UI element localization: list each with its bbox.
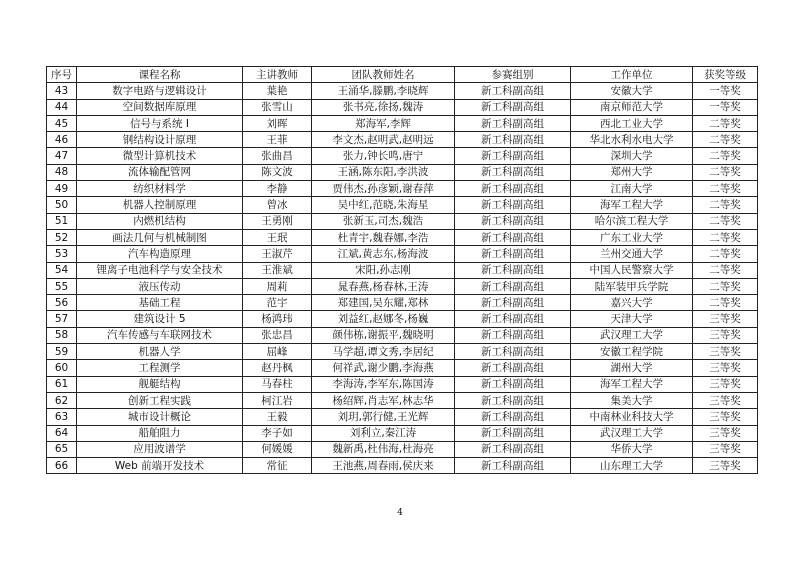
- cell-course-name: 液压传动: [77, 278, 243, 294]
- cell-index: 51: [47, 213, 77, 229]
- table-row: [47, 213, 758, 229]
- cell-index: 48: [47, 164, 77, 180]
- cell-group: 新工科副高组: [455, 392, 571, 408]
- cell-award-level: 二等奖: [693, 246, 758, 262]
- cell-course-name: 数字电路与逻辑设计: [77, 83, 243, 99]
- cell-course-name: 锂离子电池科学与安全技术: [77, 262, 243, 278]
- cell-index: 45: [47, 115, 77, 131]
- cell-work-unit: 陆军装甲兵学院: [571, 278, 693, 294]
- cell-work-unit: 天津大学: [571, 311, 693, 327]
- cell-team-teachers: 晁春燕,杨春林,王涛: [312, 278, 455, 294]
- table-row: [47, 376, 758, 392]
- cell-group: 新工科副高组: [455, 99, 571, 115]
- cell-lead-teacher: 张曲昌: [243, 148, 312, 164]
- cell-lead-teacher: 柯江岩: [243, 392, 312, 408]
- cell-group: 新工科副高组: [455, 295, 571, 311]
- table-header-row: [47, 67, 758, 83]
- cell-group: 新工科副高组: [455, 246, 571, 262]
- header-award-level: 获奖等级: [693, 67, 758, 83]
- cell-team-teachers: 杜青宇,魏春娜,李浩: [312, 229, 455, 245]
- cell-work-unit: 郑州大学: [571, 164, 693, 180]
- cell-lead-teacher: 李静: [243, 181, 312, 197]
- header-group: 参赛组别: [455, 67, 571, 83]
- cell-lead-teacher: 刘晖: [243, 115, 312, 131]
- cell-lead-teacher: 王毅: [243, 409, 312, 425]
- cell-lead-teacher: 屈峰: [243, 344, 312, 360]
- table-row: [47, 278, 758, 294]
- cell-lead-teacher: 李子如: [243, 425, 312, 441]
- cell-award-level: 二等奖: [693, 164, 758, 180]
- cell-group: 新工科副高组: [455, 83, 571, 99]
- cell-lead-teacher: 杨鸿玮: [243, 311, 312, 327]
- cell-team-teachers: 贾伟杰,孙彦颖,谢春萍: [312, 181, 455, 197]
- cell-work-unit: 哈尔滨工程大学: [571, 213, 693, 229]
- cell-course-name: 基础工程: [77, 295, 243, 311]
- cell-team-teachers: 江斌,黄志东,杨海波: [312, 246, 455, 262]
- cell-work-unit: 广东工业大学: [571, 229, 693, 245]
- header-work-unit: 工作单位: [571, 67, 693, 83]
- cell-work-unit: 西北工业大学: [571, 115, 693, 131]
- cell-lead-teacher: 常征: [243, 458, 312, 474]
- cell-course-name: 微型计算机技术: [77, 148, 243, 164]
- cell-team-teachers: 郑海军,李辉: [312, 115, 455, 131]
- cell-lead-teacher: 周莉: [243, 278, 312, 294]
- cell-index: 53: [47, 246, 77, 262]
- cell-lead-teacher: 王淑芹: [243, 246, 312, 262]
- cell-index: 43: [47, 83, 77, 99]
- cell-work-unit: 海军工程大学: [571, 197, 693, 213]
- cell-team-teachers: 宋阳,孙志刚: [312, 262, 455, 278]
- cell-work-unit: 安徽大学: [571, 83, 693, 99]
- table-row: [47, 344, 758, 360]
- cell-team-teachers: 李海涛,李军东,陈国涛: [312, 376, 455, 392]
- cell-lead-teacher: 马春柱: [243, 376, 312, 392]
- cell-index: 54: [47, 262, 77, 278]
- award-table: [46, 66, 758, 474]
- cell-index: 63: [47, 409, 77, 425]
- cell-work-unit: 海军工程大学: [571, 376, 693, 392]
- table-row: [47, 409, 758, 425]
- cell-lead-teacher: 张忠昌: [243, 327, 312, 343]
- cell-team-teachers: 刘玥,郭行健,王光辉: [312, 409, 455, 425]
- cell-work-unit: 中国人民警察大学: [571, 262, 693, 278]
- cell-lead-teacher: 王淮斌: [243, 262, 312, 278]
- cell-work-unit: 华侨大学: [571, 441, 693, 457]
- cell-award-level: 二等奖: [693, 197, 758, 213]
- cell-group: 新工科副高组: [455, 164, 571, 180]
- page-number: 4: [397, 508, 403, 518]
- table-row: [47, 311, 758, 327]
- cell-group: 新工科副高组: [455, 344, 571, 360]
- cell-team-teachers: 王涵,陈东阳,李洪波: [312, 164, 455, 180]
- table-row: [47, 229, 758, 245]
- cell-index: 62: [47, 392, 77, 408]
- cell-team-teachers: 王池燕,周春雨,侯庆来: [312, 458, 455, 474]
- cell-team-teachers: 杨绍辉,肖志军,林志华: [312, 392, 455, 408]
- cell-lead-teacher: 范宇: [243, 295, 312, 311]
- header-team-teachers: 团队教师姓名: [312, 67, 455, 83]
- cell-award-level: 三等奖: [693, 441, 758, 457]
- cell-group: 新工科副高组: [455, 441, 571, 457]
- cell-award-level: 三等奖: [693, 311, 758, 327]
- cell-course-name: 应用波谱学: [77, 441, 243, 457]
- cell-work-unit: 集美大学: [571, 392, 693, 408]
- cell-index: 46: [47, 132, 77, 148]
- cell-index: 44: [47, 99, 77, 115]
- table-row: [47, 164, 758, 180]
- cell-group: 新工科副高组: [455, 376, 571, 392]
- cell-course-name: 汽车构造原理: [77, 246, 243, 262]
- cell-index: 66: [47, 458, 77, 474]
- cell-lead-teacher: 张雪山: [243, 99, 312, 115]
- cell-group: 新工科副高组: [455, 148, 571, 164]
- cell-award-level: 三等奖: [693, 425, 758, 441]
- cell-index: 55: [47, 278, 77, 294]
- cell-team-teachers: 王涌华,滕鹏,李晓辉: [312, 83, 455, 99]
- cell-group: 新工科副高组: [455, 278, 571, 294]
- cell-work-unit: 中南林业科技大学: [571, 409, 693, 425]
- table-row: [47, 295, 758, 311]
- cell-team-teachers: 张书亮,徐扬,魏涛: [312, 99, 455, 115]
- cell-team-teachers: 颜伟栋,谢振平,魏晓明: [312, 327, 455, 343]
- cell-course-name: Web 前端开发技术: [77, 458, 243, 474]
- cell-lead-teacher: 何媛媛: [243, 441, 312, 457]
- table-row: [47, 392, 758, 408]
- cell-index: 64: [47, 425, 77, 441]
- cell-award-level: 一等奖: [693, 83, 758, 99]
- cell-award-level: 二等奖: [693, 213, 758, 229]
- cell-lead-teacher: 葉艳: [243, 83, 312, 99]
- cell-course-name: 创新工程实践: [77, 392, 243, 408]
- cell-award-level: 一等奖: [693, 99, 758, 115]
- cell-group: 新工科副高组: [455, 409, 571, 425]
- cell-course-name: 空间数据库原理: [77, 99, 243, 115]
- cell-award-level: 三等奖: [693, 344, 758, 360]
- cell-course-name: 舰艇结构: [77, 376, 243, 392]
- cell-group: 新工科副高组: [455, 327, 571, 343]
- cell-award-level: 二等奖: [693, 115, 758, 131]
- table-row: [47, 132, 758, 148]
- cell-award-level: 二等奖: [693, 295, 758, 311]
- cell-index: 56: [47, 295, 77, 311]
- table-row: [47, 360, 758, 376]
- cell-course-name: 画法几何与机械制图: [77, 229, 243, 245]
- cell-work-unit: 兰州交通大学: [571, 246, 693, 262]
- cell-award-level: 二等奖: [693, 132, 758, 148]
- cell-award-level: 三等奖: [693, 360, 758, 376]
- cell-course-name: 流体输配管网: [77, 164, 243, 180]
- cell-award-level: 三等奖: [693, 458, 758, 474]
- table-body: [47, 83, 758, 474]
- cell-lead-teacher: 赵丹枫: [243, 360, 312, 376]
- cell-group: 新工科副高组: [455, 115, 571, 131]
- cell-group: 新工科副高组: [455, 213, 571, 229]
- cell-work-unit: 武汉理工大学: [571, 327, 693, 343]
- table-row: [47, 246, 758, 262]
- cell-work-unit: 深圳大学: [571, 148, 693, 164]
- cell-group: 新工科副高组: [455, 229, 571, 245]
- table-row: [47, 83, 758, 99]
- table-row: [47, 197, 758, 213]
- cell-course-name: 信号与系统 I: [77, 115, 243, 131]
- cell-course-name: 内燃机结构: [77, 213, 243, 229]
- header-course-name: 课程名称: [77, 67, 243, 83]
- cell-work-unit: 嘉兴大学: [571, 295, 693, 311]
- cell-lead-teacher: 曾冰: [243, 197, 312, 213]
- cell-course-name: 机器人控制原理: [77, 197, 243, 213]
- cell-lead-teacher: 王菲: [243, 132, 312, 148]
- table-row: [47, 262, 758, 278]
- cell-group: 新工科副高组: [455, 425, 571, 441]
- cell-group: 新工科副高组: [455, 360, 571, 376]
- cell-work-unit: 山东理工大学: [571, 458, 693, 474]
- cell-course-name: 钢结构设计原理: [77, 132, 243, 148]
- cell-index: 47: [47, 148, 77, 164]
- cell-course-name: 机器人学: [77, 344, 243, 360]
- cell-award-level: 二等奖: [693, 181, 758, 197]
- cell-award-level: 二等奖: [693, 229, 758, 245]
- cell-lead-teacher: 王勇刚: [243, 213, 312, 229]
- cell-course-name: 建筑设计 5: [77, 311, 243, 327]
- table-row: [47, 99, 758, 115]
- cell-group: 新工科副高组: [455, 262, 571, 278]
- cell-group: 新工科副高组: [455, 181, 571, 197]
- cell-course-name: 汽车传感与车联网技术: [77, 327, 243, 343]
- cell-index: 57: [47, 311, 77, 327]
- cell-index: 49: [47, 181, 77, 197]
- cell-work-unit: 安徽工程学院: [571, 344, 693, 360]
- cell-award-level: 三等奖: [693, 392, 758, 408]
- cell-team-teachers: 刘益红,赵娜冬,杨巍: [312, 311, 455, 327]
- cell-work-unit: 江南大学: [571, 181, 693, 197]
- cell-group: 新工科副高组: [455, 197, 571, 213]
- cell-team-teachers: 吴中红,范晓,朱海星: [312, 197, 455, 213]
- cell-team-teachers: 张新玉,司杰,魏浩: [312, 213, 455, 229]
- cell-team-teachers: 郑建国,吴东耀,郑林: [312, 295, 455, 311]
- table-row: [47, 181, 758, 197]
- cell-award-level: 三等奖: [693, 376, 758, 392]
- table-row: [47, 327, 758, 343]
- table-row: [47, 148, 758, 164]
- cell-team-teachers: 刘利立,秦江涛: [312, 425, 455, 441]
- cell-team-teachers: 李文杰,赵明武,赵明远: [312, 132, 455, 148]
- cell-lead-teacher: 王珉: [243, 229, 312, 245]
- cell-index: 60: [47, 360, 77, 376]
- cell-team-teachers: 马学超,谭文秀,李居纪: [312, 344, 455, 360]
- table-row: [47, 425, 758, 441]
- cell-index: 65: [47, 441, 77, 457]
- table-row: [47, 115, 758, 131]
- cell-group: 新工科副高组: [455, 311, 571, 327]
- cell-work-unit: 武汉理工大学: [571, 425, 693, 441]
- header-lead-teacher: 主讲教师: [243, 67, 312, 83]
- cell-course-name: 城市设计概论: [77, 409, 243, 425]
- cell-work-unit: 华北水利水电大学: [571, 132, 693, 148]
- cell-course-name: 工程测学: [77, 360, 243, 376]
- cell-group: 新工科副高组: [455, 458, 571, 474]
- cell-award-level: 二等奖: [693, 262, 758, 278]
- cell-group: 新工科副高组: [455, 132, 571, 148]
- cell-index: 59: [47, 344, 77, 360]
- cell-course-name: 船舶阻力: [77, 425, 243, 441]
- cell-index: 52: [47, 229, 77, 245]
- cell-index: 50: [47, 197, 77, 213]
- table-row: [47, 458, 758, 474]
- cell-award-level: 二等奖: [693, 148, 758, 164]
- cell-index: 58: [47, 327, 77, 343]
- cell-index: 61: [47, 376, 77, 392]
- cell-award-level: 三等奖: [693, 327, 758, 343]
- cell-work-unit: 南京师范大学: [571, 99, 693, 115]
- cell-team-teachers: 魏新禹,杜伟海,杜海亮: [312, 441, 455, 457]
- cell-team-teachers: 张力,钟长鸣,唐宁: [312, 148, 455, 164]
- cell-award-level: 二等奖: [693, 278, 758, 294]
- cell-lead-teacher: 陈文波: [243, 164, 312, 180]
- cell-work-unit: 湖州大学: [571, 360, 693, 376]
- cell-course-name: 纺织材料学: [77, 181, 243, 197]
- cell-team-teachers: 何祥武,谢少鹏,李海燕: [312, 360, 455, 376]
- table-row: [47, 441, 758, 457]
- header-index: 序号: [47, 67, 77, 83]
- cell-award-level: 三等奖: [693, 409, 758, 425]
